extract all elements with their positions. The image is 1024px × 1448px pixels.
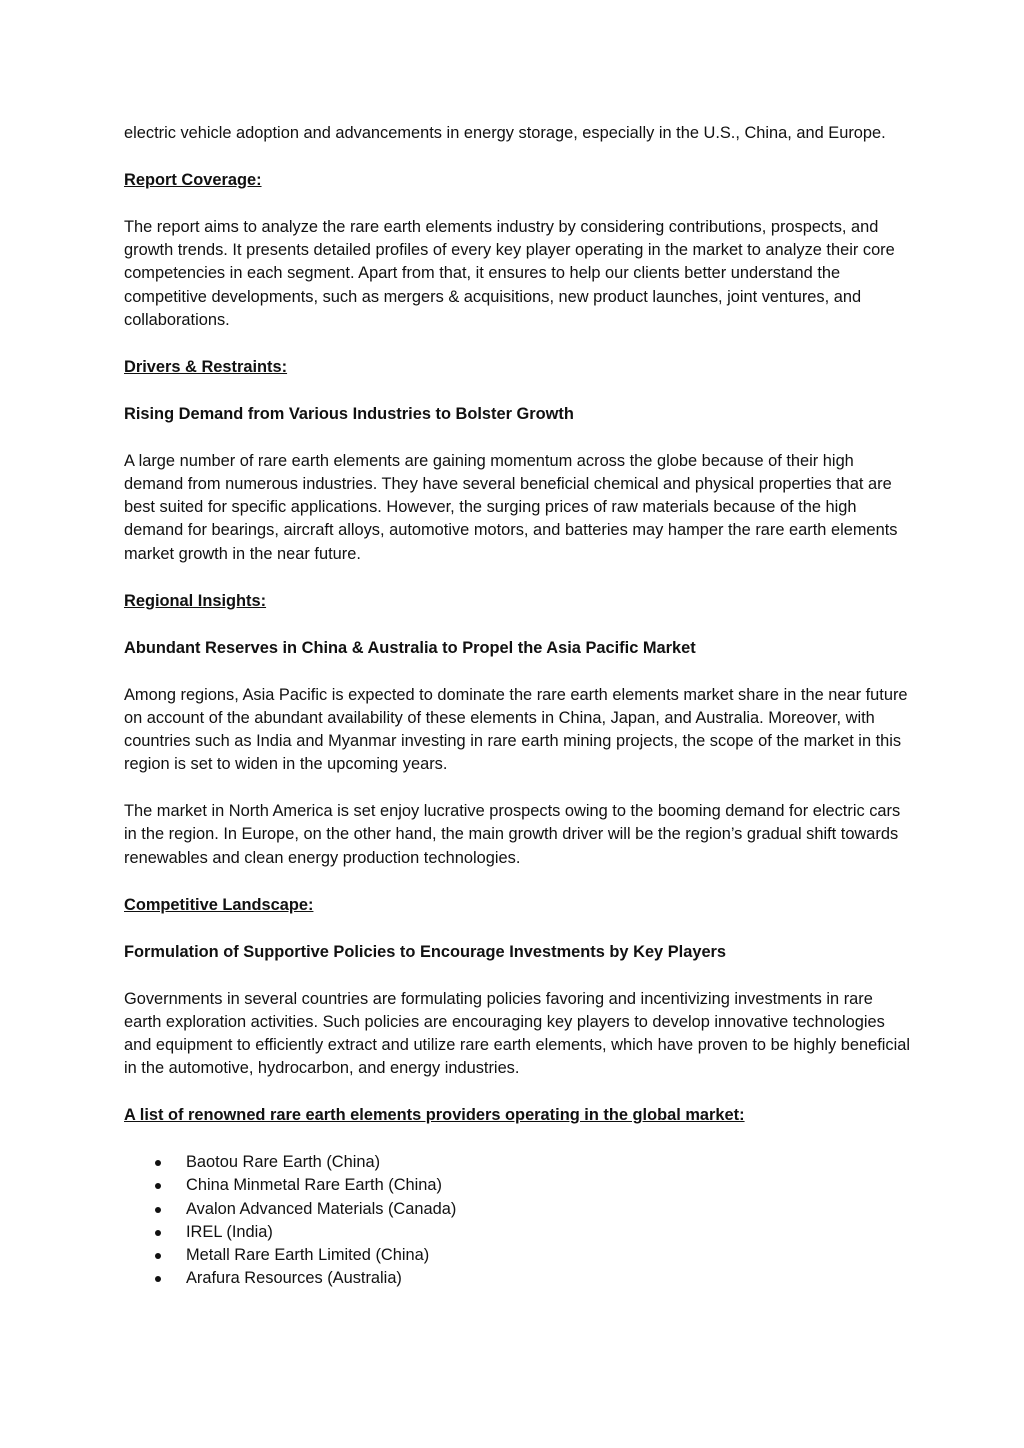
report-coverage-heading: Report Coverage: [124,171,262,189]
list-item [124,1174,914,1197]
regional-insights-heading: Regional Insights: [124,591,267,610]
provider-name: Baotou Rare Earth (China) [186,1153,381,1172]
bullet-icon [155,1160,161,1166]
list-item [124,1221,914,1244]
bullet-icon [155,1253,161,1259]
provider-name: Arafura Resources (Australia) [186,1269,402,1288]
bullet-icon [155,1183,161,1189]
drivers-subheading: Rising Demand from Various Industries to Bolster Growth [124,404,574,423]
intro-paragraph: electric vehicle adoption and advancements in energy storage, especially in the U.S., China, and Europe. [124,124,886,142]
drivers-paragraph: A large number of rare earth elements are gaining momentum across the globe because of their high demand from numerous industries. They have several beneficial chemical and physical properties that are best suited for specific applications. However, the surging prices of raw materials because of the high demand for bearings, aircraft alloys, automotive motors, and batteries may hamper the rare earth elements market growth in the near future. [124,451,898,563]
list-item [124,1198,914,1221]
regional-paragraph-na-europe: The market in North America is set enjoy lucrative prospects owing to the booming demand for electric cars in the region. In Europe, on the other hand, the main growth driver will be the region’s gradual shift towards renewables and clean energy production technologies. [124,802,901,867]
provider-name: IREL (India) [186,1222,273,1241]
providers-list [124,1151,914,1290]
list-item [124,1244,914,1267]
bullet-icon [155,1207,161,1213]
competitive-subheading: Formulation of Supportive Policies to Encourage Investments by Key Players [124,942,727,961]
bullet-icon [155,1276,161,1282]
list-item [124,1267,914,1290]
report-coverage-paragraph: The report aims to analyze the rare earth elements industry by considering contributions, prospects, and growth trends. It presents detailed profiles of every key player operating in the market to analyze their core competencies in each segment. Apart from that, it ensures to help our clients better understand the competitive developments, such as mergers & acquisitions, new product launches, joint ventures, and collaborations. [124,218,895,329]
provider-name: Avalon Advanced Materials (Canada) [186,1199,457,1218]
competitive-landscape-heading: Competitive Landscape: [124,895,314,914]
regional-paragraph-asia: Among regions, Asia Pacific is expected to dominate the rare earth elements market share in the near future on account of the abundant availability of these elements in China, Japan, and Australia. Moreover, with countries such as India and Myanmar investing in rare earth mining projects, the scope of the market in this region is set to widen in the upcoming years. [124,685,908,774]
document-page [124,122,914,1290]
provider-name: China Minmetal Rare Earth (China) [186,1176,442,1195]
regional-subheading: Abundant Reserves in China & Australia to Propel the Asia Pacific Market [124,638,696,657]
competitive-paragraph: Governments in several countries are formulating policies favoring and incentivizing investments in rare earth exploration activities. Such policies are encouraging key players to develop innovative technologies and equipment to efficiently extract and utilize rare earth elements, which have proven to be highly beneficial in the automotive, hydrocarbon, and energy industries. [124,989,910,1078]
list-item [124,1151,914,1174]
providers-heading: A list of renowned rare earth elements providers operating in the global market: [124,1106,745,1125]
bullet-icon [155,1230,161,1236]
provider-name: Metall Rare Earth Limited (China) [186,1246,430,1265]
drivers-restraints-heading: Drivers & Restraints: [124,357,288,376]
